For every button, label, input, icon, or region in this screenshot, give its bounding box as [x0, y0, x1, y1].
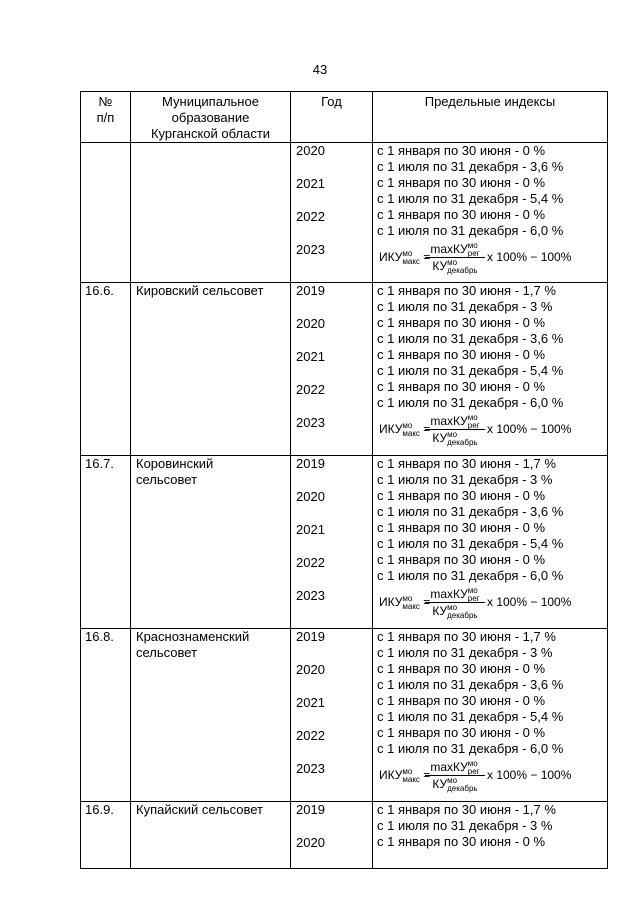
- formula-lhs-sup: мо: [402, 249, 413, 258]
- formula-fraction: [425, 584, 485, 621]
- year-label: 2022: [296, 209, 325, 224]
- formula-numerator: [425, 757, 485, 776]
- row-years: [291, 629, 373, 802]
- index-line: с 1 июля по 31 декабря - 5,4 %: [377, 363, 564, 378]
- index-line: с 1 января по 30 июня - 0 %: [377, 693, 546, 708]
- formula-num-scripts: [468, 414, 480, 430]
- formula-den-sub: декабрь: [447, 610, 478, 620]
- header-indexes-text: Предельные индексы: [424, 94, 556, 109]
- formula-lhs: [379, 768, 430, 784]
- table-row: [81, 802, 608, 869]
- row-years: [291, 143, 373, 283]
- formula-den-sup: мо: [447, 257, 458, 267]
- row-number: 16.8.: [81, 629, 131, 802]
- formula-lhs-scripts: [402, 768, 420, 784]
- index-line: с 1 июля по 31 декабря - 5,4 %: [377, 709, 564, 724]
- formula-fraction: [425, 757, 485, 794]
- page-number: 43: [312, 62, 328, 77]
- index-line: с 1 июля по 31 декабря - 6,0 %: [377, 741, 564, 756]
- index-line: с 1 июля по 31 декабря - 5,4 %: [377, 536, 564, 551]
- year-label: 2020: [296, 835, 325, 850]
- index-line: с 1 января по 30 июня - 0 %: [377, 347, 546, 362]
- index-line: с 1 июля по 31 декабря - 6,0 %: [377, 223, 564, 238]
- index-line: с 1 июля по 31 декабря - 3,6 %: [377, 159, 564, 174]
- formula-fraction: [425, 411, 485, 448]
- formula-rhs: x 100% − 100%: [487, 250, 572, 264]
- row-indexes: [373, 143, 608, 283]
- index-line: с 1 июля по 31 декабря - 3,6 %: [377, 331, 564, 346]
- formula-den-main: КУ: [432, 777, 448, 791]
- row-indexes: [373, 456, 608, 629]
- formula-numerator: [425, 411, 485, 430]
- index-line: с 1 июля по 31 декабря - 6,0 %: [377, 568, 564, 583]
- formula-denominator: [425, 258, 485, 276]
- row-municipality: Краснознаменский сельсовет: [131, 629, 291, 802]
- year-label: 2021: [296, 695, 325, 710]
- row-number: 16.6.: [81, 283, 131, 456]
- row-indexes: [373, 629, 608, 802]
- header-number-text: № п/п: [96, 94, 115, 125]
- row-number: 16.9.: [81, 802, 131, 869]
- formula-den-scripts: [447, 604, 477, 620]
- formula-num-main: maxКУ: [430, 242, 468, 256]
- row-municipality: Кировский сельсовет: [131, 283, 291, 456]
- formula-equals: =: [419, 768, 431, 783]
- index-line: с 1 июля по 31 декабря - 3 %: [377, 299, 553, 314]
- formula-equals: =: [419, 422, 431, 437]
- index-line: с 1 июля по 31 декабря - 3 %: [377, 645, 553, 660]
- index-line: с 1 января по 30 июня - 0 %: [377, 175, 546, 190]
- row-indexes: [373, 802, 608, 869]
- formula-num-main: maxКУ: [430, 414, 468, 428]
- formula-numerator: [425, 584, 485, 603]
- formula-lhs-scripts: [402, 595, 420, 611]
- table-row: [81, 283, 608, 456]
- formula-lhs-sub: макс: [402, 429, 420, 438]
- table-row: [81, 629, 608, 802]
- row-number: 16.7.: [81, 456, 131, 629]
- formula-lhs-sup: мо: [402, 594, 413, 603]
- formula-den-scripts: [447, 777, 477, 793]
- formula-den-sub: декабрь: [447, 783, 478, 793]
- formula-num-sub: рег: [467, 420, 480, 430]
- year-label: 2023: [296, 588, 325, 603]
- index-line: с 1 июля по 31 декабря - 3,6 %: [377, 677, 564, 692]
- row-municipality: Коровинский сельсовет: [131, 456, 291, 629]
- year-label: 2023: [296, 761, 325, 776]
- formula-den-main: КУ: [432, 259, 448, 273]
- index-line: с 1 января по 30 июня - 0 %: [377, 725, 546, 740]
- index-line: с 1 июля по 31 декабря - 6,0 %: [377, 395, 564, 410]
- formula-rhs: x 100% − 100%: [487, 768, 572, 782]
- year-label: 2021: [296, 349, 325, 364]
- formula-num-scripts: [468, 587, 480, 603]
- index-line: с 1 января по 30 июня - 0 %: [377, 661, 546, 676]
- formula-denominator: [425, 603, 485, 621]
- year-label: 2019: [296, 629, 325, 644]
- formula-den-sup: мо: [447, 602, 458, 612]
- index-line: с 1 января по 30 июня - 0 %: [377, 379, 546, 394]
- year-label: 2020: [296, 662, 325, 677]
- formula-lhs-scripts: [402, 422, 420, 438]
- formula-lhs: [379, 595, 430, 611]
- formula-num-sub: рег: [467, 766, 480, 776]
- index-formula: [377, 584, 607, 624]
- year-label: 2020: [296, 489, 325, 504]
- formula-den-sup: мо: [447, 775, 458, 785]
- index-line: с 1 января по 30 июня - 0 %: [377, 315, 546, 330]
- formula-lhs-scripts: [402, 250, 420, 266]
- formula-num-scripts: [468, 242, 480, 258]
- row-municipality: Купайский сельсовет: [131, 802, 291, 869]
- formula-den-sup: мо: [447, 429, 458, 439]
- index-line: с 1 января по 30 июня - 1,7 %: [377, 629, 556, 644]
- formula-den-scripts: [447, 431, 477, 447]
- table-header-row: [81, 92, 608, 143]
- year-label: 2021: [296, 176, 325, 191]
- formula-num-scripts: [468, 760, 480, 776]
- formula-num-sup: мо: [467, 758, 478, 768]
- header-indexes: [373, 92, 608, 143]
- formula-lhs-main: ИКУ: [379, 768, 403, 783]
- index-line: с 1 июля по 31 декабря - 3 %: [377, 472, 553, 487]
- table-row: [81, 456, 608, 629]
- year-label: 2023: [296, 415, 325, 430]
- formula-den-main: КУ: [432, 604, 448, 618]
- formula-den-scripts: [447, 259, 477, 275]
- row-years: [291, 283, 373, 456]
- formula-lhs-sub: макс: [402, 775, 420, 784]
- index-line: с 1 января по 30 июня - 1,7 %: [377, 283, 556, 298]
- row-years: [291, 456, 373, 629]
- year-label: 2022: [296, 728, 325, 743]
- year-label: 2020: [296, 143, 325, 158]
- formula-num-sup: мо: [467, 585, 478, 595]
- formula-denominator: [425, 776, 485, 794]
- formula-lhs-sup: мо: [402, 421, 413, 430]
- row-municipality: [131, 143, 291, 283]
- formula-den-sub: декабрь: [447, 265, 478, 275]
- header-year-text: Год: [321, 94, 342, 109]
- tariff-index-table: [80, 91, 608, 869]
- formula-rhs: x 100% − 100%: [487, 422, 572, 436]
- formula-lhs: [379, 422, 430, 438]
- row-number: [81, 143, 131, 283]
- header-year: [291, 92, 373, 143]
- row-years: [291, 802, 373, 869]
- formula-equals: =: [419, 595, 431, 610]
- index-line: с 1 января по 30 июня - 0 %: [377, 488, 546, 503]
- formula-num-sup: мо: [467, 240, 478, 250]
- formula-num-main: maxКУ: [430, 587, 468, 601]
- formula-lhs-main: ИКУ: [379, 250, 403, 265]
- formula-lhs-sub: макс: [402, 257, 420, 266]
- formula-num-main: maxКУ: [430, 760, 468, 774]
- index-line: с 1 июля по 31 декабря - 5,4 %: [377, 191, 564, 206]
- year-label: 2023: [296, 242, 325, 257]
- formula-lhs-sup: мо: [402, 767, 413, 776]
- index-line: с 1 января по 30 июня - 0 %: [377, 520, 546, 535]
- year-label: 2022: [296, 555, 325, 570]
- index-formula: [377, 411, 607, 451]
- formula-lhs: [379, 250, 430, 266]
- index-line: с 1 января по 30 июня - 0 %: [377, 207, 546, 222]
- index-line: с 1 января по 30 июня - 1,7 %: [377, 802, 556, 817]
- formula-fraction: [425, 239, 485, 276]
- formula-numerator: [425, 239, 485, 258]
- header-municipality: [131, 92, 291, 143]
- year-label: 2019: [296, 456, 325, 471]
- formula-lhs-main: ИКУ: [379, 595, 403, 610]
- table-row: [81, 143, 608, 283]
- formula-den-sub: декабрь: [447, 437, 478, 447]
- formula-den-main: КУ: [432, 431, 448, 445]
- table-body: [81, 143, 608, 869]
- formula-num-sub: рег: [467, 248, 480, 258]
- formula-num-sup: мо: [467, 412, 478, 422]
- index-formula: [377, 239, 607, 279]
- year-label: 2019: [296, 802, 325, 817]
- index-line: с 1 января по 30 июня - 0 %: [377, 143, 546, 158]
- formula-lhs-sub: макс: [402, 602, 420, 611]
- formula-rhs: x 100% − 100%: [487, 595, 572, 609]
- index-line: с 1 июля по 31 декабря - 3,6 %: [377, 504, 564, 519]
- index-line: с 1 января по 30 июня - 0 %: [377, 834, 546, 849]
- header-municipality-text: Муниципальное образование Курганской области: [150, 94, 271, 141]
- formula-num-sub: рег: [467, 593, 480, 603]
- index-formula: [377, 757, 607, 797]
- year-label: 2020: [296, 316, 325, 331]
- year-label: 2021: [296, 522, 325, 537]
- header-number: [81, 92, 131, 143]
- index-line: с 1 июля по 31 декабря - 3 %: [377, 818, 553, 833]
- formula-equals: =: [419, 250, 431, 265]
- row-indexes: [373, 283, 608, 456]
- index-line: с 1 января по 30 июня - 1,7 %: [377, 456, 556, 471]
- index-line: с 1 января по 30 июня - 0 %: [377, 552, 546, 567]
- year-label: 2022: [296, 382, 325, 397]
- formula-lhs-main: ИКУ: [379, 422, 403, 437]
- formula-denominator: [425, 430, 485, 448]
- year-label: 2019: [296, 283, 325, 298]
